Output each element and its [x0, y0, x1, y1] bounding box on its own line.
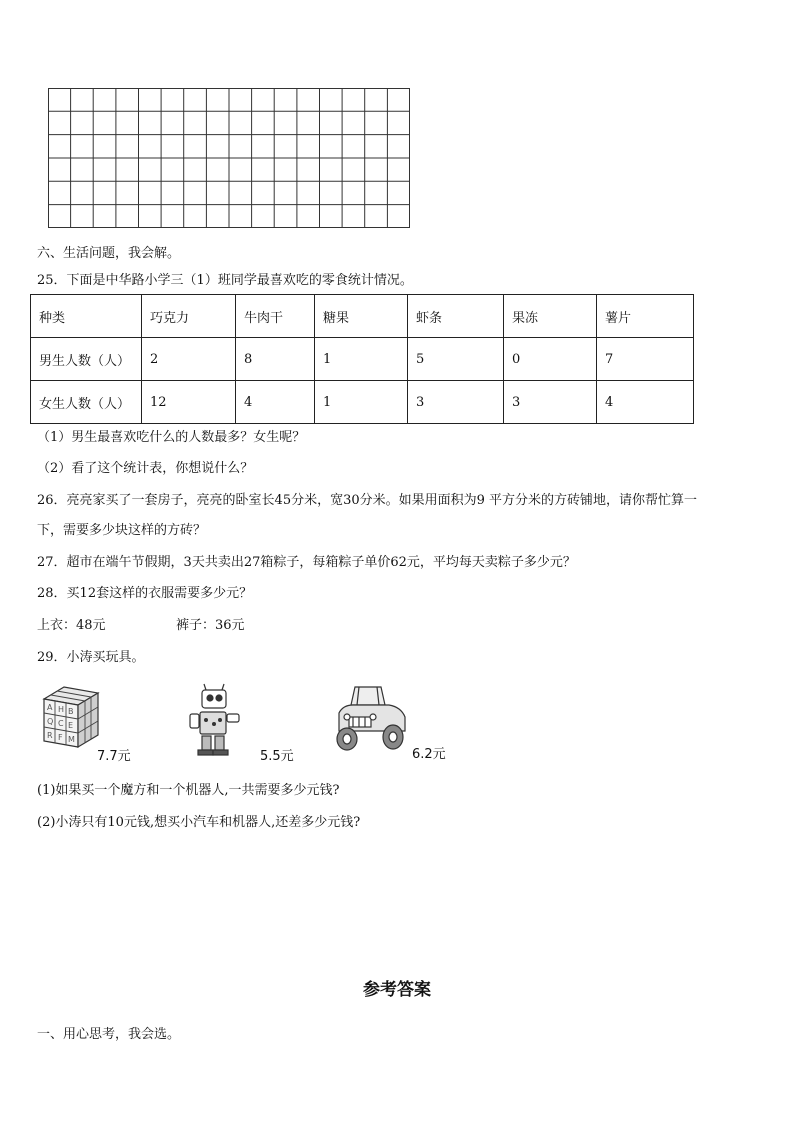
- svg-text:E: E: [68, 721, 74, 730]
- top-price-label: 上衣：48元: [37, 618, 106, 633]
- svg-text:M: M: [68, 735, 75, 744]
- question-27: 27．超市在端午节假期，3天共卖出27箱粽子，每箱粽子单价62元，平均每天卖粽子多少元？: [37, 555, 576, 570]
- question-29: 29．小涛买玩具。: [37, 650, 145, 665]
- svg-text:F: F: [58, 733, 63, 742]
- table-header-cell: 薯片: [597, 295, 694, 338]
- table-cell: 男生人数（人）: [31, 338, 142, 381]
- section-heading: 六、生活问题，我会解。: [37, 246, 181, 261]
- answer-key-title: 参考答案: [363, 980, 431, 1000]
- svg-text:C: C: [58, 719, 64, 728]
- svg-text:H: H: [58, 705, 65, 714]
- svg-text:Q: Q: [47, 717, 54, 726]
- table-header-row: [31, 295, 694, 338]
- table-cell: 3: [408, 381, 504, 424]
- question-29-sub1: (1)如果买一个魔方和一个机器人,一共需要多少元钱?: [37, 783, 340, 798]
- pants-price-label: 裤子：36元: [176, 618, 245, 633]
- question-29-sub2: (2)小涛只有10元钱,想买小汽车和机器人,还差多少元钱?: [37, 815, 361, 830]
- question-26-line2: 下，需要多少块这样的方砖？: [37, 523, 207, 538]
- table-cell: 7: [597, 338, 694, 381]
- snack-statistics-table: [30, 294, 694, 424]
- table-cell: 5: [408, 338, 504, 381]
- table-cell: 1: [315, 338, 408, 381]
- svg-text:B: B: [68, 707, 74, 716]
- svg-text:R: R: [47, 731, 53, 740]
- cube-price: 7.7元: [97, 749, 131, 764]
- table-cell: 3: [504, 381, 597, 424]
- question-26-line1: 26．亮亮家买了一套房子，亮亮的卧室长45分米，宽30分米。如果用面积为9 平方分米的方砖铺地，请你帮忙算一: [37, 493, 698, 508]
- robot-price: 5.5元: [260, 749, 294, 764]
- table-cell: 8: [236, 338, 315, 381]
- question-25-sub2: （2）看了这个统计表，你想说什么？: [37, 461, 254, 476]
- table-header-cell: 牛肉干: [236, 295, 315, 338]
- table-cell: 2: [142, 338, 236, 381]
- table-header-cell: 种类: [31, 295, 142, 338]
- question-25: 25．下面是中华路小学三（1）班同学最喜欢吃的零食统计情况。: [37, 273, 413, 288]
- table-cell: 1: [315, 381, 408, 424]
- grid-paper: [48, 88, 410, 228]
- table-cell: 4: [597, 381, 694, 424]
- table-cell: 12: [142, 381, 236, 424]
- table-cell: 0: [504, 338, 597, 381]
- toy-car-image: [333, 683, 411, 755]
- table-cell: 4: [236, 381, 315, 424]
- robot-image: [184, 682, 264, 758]
- table-header-cell: 糖果: [315, 295, 408, 338]
- svg-text:A: A: [47, 703, 53, 712]
- table-row: [31, 338, 694, 381]
- table-header-cell: 虾条: [408, 295, 504, 338]
- rubiks-cube-image: [40, 683, 102, 751]
- car-price: 6.2元: [412, 747, 446, 762]
- question-28: 28．买12套这样的衣服需要多少元？: [37, 586, 253, 601]
- table-cell: 女生人数（人）: [31, 381, 142, 424]
- table-header-cell: 果冻: [504, 295, 597, 338]
- question-25-sub1: （1）男生最喜欢吃什么的人数最多？女生呢？: [37, 430, 306, 445]
- answer-section-heading: 一、用心思考，我会选。: [37, 1027, 181, 1042]
- table-header-cell: 巧克力: [142, 295, 236, 338]
- table-row: [31, 381, 694, 424]
